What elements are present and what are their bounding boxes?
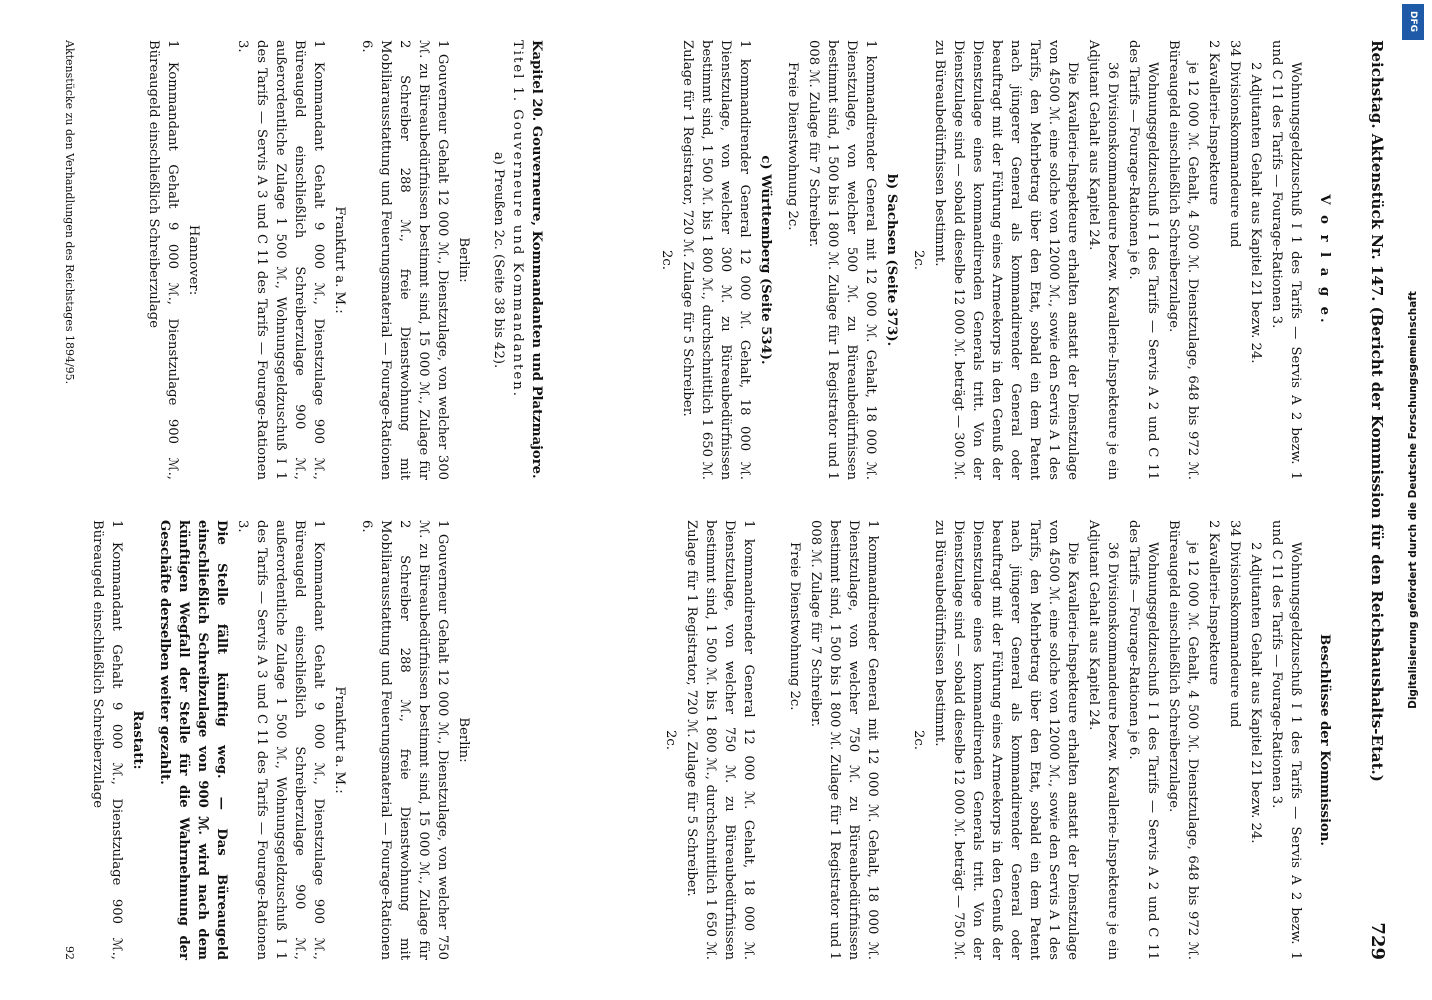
paragraph: 2 Adjutanten Gehalt aus Kapitel 21 bezw. 24. bbox=[1248, 542, 1263, 844]
paragraph: 2 Kavallerie-Inspekteure bbox=[1206, 520, 1221, 686]
paragraph: Wohnungsgeldzuschuß I 1 des Tarifs — Servis A 2 bezw. 1 und C 11 des Tarifs — Fourage-Rationen 3. bbox=[1269, 520, 1303, 960]
section-heading-wuerttemberg: c) Württemberg (Seite 534). bbox=[758, 155, 773, 365]
paragraph-frankfurt-note: Die Stelle fällt künftig weg. — Das Büreaugeld einschließlich Schreibzulage von 900 ℳ. wird nach dem künftigen Wegfall der Stelle für die Wahrnehmung der Geschäfte derselben weiter gezahlt. bbox=[157, 520, 229, 960]
paragraph: Wohnungsgeldzuschuß I 1 des Tarifs — Servis A 2 und C 11 des Tarifs — Fourage-Rationen je 6. bbox=[1126, 520, 1160, 960]
paragraph-residence: Freie Dienstwohnung 2c. bbox=[785, 62, 800, 231]
footer-source: Aktenstücke zu den Verhandlungen des Reichstages 1894/95. bbox=[63, 40, 76, 385]
paragraph: Wohnungsgeldzuschuß I 1 des Tarifs — Servis A 2 und C 11 des Tarifs — Fourage-Rationen je 6. bbox=[1126, 40, 1160, 480]
dfg-logo: DFG bbox=[1402, 4, 1424, 40]
city-heading-hannover: Hannover: bbox=[186, 224, 201, 296]
paragraph-rastatt: 1 Kommandant Gehalt 9 000 ℳ., Dienstzulage 900 ℳ., Büreaugeld einschließlich Schreiberzulage bbox=[90, 520, 124, 960]
digitization-strip bbox=[1396, 0, 1430, 1000]
paragraph-frankfurt: 1 Kommandant Gehalt 9 000 ℳ., Dienstzulage 900 ℳ., Büreaugeld einschließlich Schreiberzulage 900 ℳ., außerordentliche Zulage 1 500 ℳ., Wohnungsgeldzuschuß I 1 des Tarifs — Servis A 3 und C 11 des Tarifs — Fourage-Rationen 3. bbox=[235, 40, 326, 480]
paragraph: 2 Kavallerie-Inspekteure bbox=[1206, 40, 1221, 206]
etc-mark: 2c. bbox=[911, 730, 926, 750]
chapter-subtitle: Titel 1. Gouverneure und Kommandanten. bbox=[510, 40, 525, 398]
document-page bbox=[16, 0, 1416, 1000]
city-heading-frankfurt: Frankfurt a. M.: bbox=[332, 686, 347, 794]
paragraph: Wohnungsgeldzuschuß I 1 des Tarifs — Servis A 2 bezw. 1 und C 11 des Tarifs — Fourage-Rationen 3. bbox=[1269, 40, 1303, 480]
paragraph-berlin: 1 Gouverneur Gehalt 12 000 ℳ., Dienstzulage, von welcher 300 ℳ. zu Büreaubedürfnissen bestimmt sind, 15 000 ℳ., Zulage für 2 Schreiber 288 ℳ., freie Dienstwohnung mit Mobiliarausstattung und Feuerungsmaterial — Fourage-Rationen 6. bbox=[359, 40, 450, 480]
section-heading-prussia: a) Preußen 2c. (Seite 38 bis 42). bbox=[491, 151, 506, 369]
column-beschluesse bbox=[653, 520, 1340, 960]
city-heading-berlin: Berlin: bbox=[456, 237, 471, 283]
city-heading-berlin: Berlin: bbox=[456, 717, 471, 763]
etc-mark: 2c. bbox=[659, 250, 674, 270]
footer-signature-number: 92 bbox=[63, 946, 76, 960]
city-heading-frankfurt: Frankfurt a. M.: bbox=[332, 206, 347, 314]
paragraph: 2 Adjutanten Gehalt aus Kapitel 21 bezw. 24. bbox=[1248, 62, 1263, 364]
paragraph: 34 Divisionskommandeure und bbox=[1227, 40, 1242, 248]
paragraph-berlin: 1 Gouverneur Gehalt 12 000 ℳ., Dienstzulage, von welcher 750 ℳ. zu Büreaubedürfnissen bestimmt sind, 15 000 ℳ., Zulage für 2 Schreiber 288 ℳ., freie Dienstwohnung mit Mobiliarausstattung und Feuerungsmaterial — Fourage-Rationen 6. bbox=[359, 520, 450, 960]
paragraph: Die Kavallerie-Inspekteure erhalten anstatt der Dienstzulage von 4500 ℳ. eine solche von 12000 ℳ., sowie den Servis A 1 des Tarifs, den Mehrbetrag über den Etat, sobald ein dem Patent nach jüngerer General als kommandirender General oder beauftragt mit der Führung eines Armeekorps in den Genuß der Dienstzulage eines kommandirenden Generals tritt. Von der Dienstzulage sind — sobald dieselbe 12 000 ℳ. beträgt — 300 ℳ. zu Büreaubedürfnissen bestimmt. bbox=[932, 40, 1080, 480]
chapter-title: Kapitel 20. Gouverneure, Kommandanten und Platzmajore. bbox=[529, 40, 544, 479]
paragraph: je 12 000 ℳ. Gehalt, 4 500 ℳ. Dienstzulage, 648 bis 972 ℳ. Büreaugeld einschließlich Schreiberzulage. bbox=[1166, 520, 1200, 960]
paragraph-wuerttemberg: 1 kommandirender General 12 000 ℳ. Gehalt, 18 000 ℳ. Dienstzulage, von welcher 750 ℳ. zu Büreaubedürfnissen bestimmt sind, 1 500 ℳ. bis 1 800 ℳ., durchschnittlich 1 650 ℳ. Zulage für 1 Registrator, 720 ℳ. Zulage für 5 Schreiber. bbox=[684, 520, 756, 960]
paragraph: je 12 000 ℳ. Gehalt, 4 500 ℳ. Dienstzulage, 648 bis 972 ℳ. Büreaugeld einschließlich Schreiberzulage. bbox=[1166, 40, 1200, 480]
section-heading-saxony: b) Sachsen (Seite 373). bbox=[884, 173, 899, 347]
page-header bbox=[1354, 40, 1388, 960]
paragraph: 36 Divisionskommandeure bezw. Kavallerie-Inspekteure je ein Adjutant Gehalt aus Kapitel 24. bbox=[1086, 40, 1120, 480]
etc-mark: 2c. bbox=[663, 730, 678, 750]
paragraph-hannover: 1 Kommandant Gehalt 9 000 ℳ., Dienstzulage 900 ℳ., Büreaugeld einschließlich Schreiberzulage bbox=[146, 40, 180, 480]
digitization-credit: Digitalisierung gefördert durch die Deutsche Forschungsgemeinschaft bbox=[1407, 291, 1419, 709]
paragraph-frankfurt: 1 Kommandant Gehalt 9 000 ℳ., Dienstzulage 900 ℳ., Büreaugeld einschließlich Schreiberzulage 900 ℳ., außerordentliche Zulage 1 500 ℳ., Wohnungsgeldzuschuß I 1 des Tarifs — Servis A 3 und C 11 des Tarifs — Fourage-Rationen 3. bbox=[235, 520, 326, 960]
city-heading-rastatt: Rastatt: bbox=[130, 710, 145, 770]
column-heading-beschluesse: Beschlüsse der Kommission. bbox=[1317, 634, 1332, 846]
column-beschluesse-lower bbox=[86, 520, 481, 960]
paragraph: 34 Divisionskommandeure und bbox=[1227, 520, 1242, 728]
paragraph-saxony: 1 kommandirender General mit 12 000 ℳ. Gehalt, 18 000 ℳ. Dienstzulage, von welcher 750 ℳ. zu Büreaubedürfnissen bestimmt sind, 1 500 bis 1 800 ℳ. Zulage für 1 Registrator und 1 008 ℳ. Zulage für 7 Schreiber. bbox=[808, 520, 880, 960]
page-title: Reichstag. Aktenstück Nr. 147. (Bericht der Kommission für den Reichshaushalts-Etat.) bbox=[1368, 40, 1386, 782]
paragraph-wuerttemberg: 1 kommandirender General 12 000 ℳ. Gehalt, 18 000 ℳ. Dienstzulage, von welcher 300 ℳ. zu Büreaubedürfnissen bestimmt sind, 1 500 ℳ. bis 1 800 ℳ., durchschnittlich 1 650 ℳ. Zulage für 1 Registrator, 720 ℳ. Zulage für 5 Schreiber. bbox=[680, 40, 752, 480]
paragraph: Die Kavallerie-Inspekteure erhalten anstatt der Dienstzulage von 4500 ℳ. eine solche von 12000 ℳ., sowie den Servis A 1 des Tarifs, den Mehrbetrag über den Etat, sobald ein dem Patent nach jüngerer General als kommandirender General oder beauftragt mit der Führung eines Armeekorps in den Genuß der Dienstzulage eines kommandirenden Generals tritt. Von der Dienstzulage sind — sobald dieselbe 12 000 ℳ. beträgt — 750 ℳ. zu Büreaubedürfnissen bestimmt. bbox=[932, 520, 1080, 960]
column-vorlage bbox=[649, 40, 1340, 480]
etc-mark: 2c. bbox=[911, 250, 926, 270]
column-vorlage-lower bbox=[142, 40, 481, 480]
paragraph-saxony: 1 kommandirender General mit 12 000 ℳ. Gehalt, 18 000 ℳ. Dienstzulage, von welcher 500 ℳ. zu Büreaubedürfnissen bestimmt sind, 1 500 bis 1 800 ℳ. Zulage für 1 Registrator und 1 008 ℳ. Zulage für 7 Schreiber. bbox=[806, 40, 878, 480]
chapter-block bbox=[489, 40, 546, 960]
paragraph: 36 Divisionskommandeure bezw. Kavallerie-Inspekteure je ein Adjutant Gehalt aus Kapitel 24. bbox=[1086, 520, 1120, 960]
paragraph-residence: Freie Dienstwohnung 2c. bbox=[787, 542, 802, 711]
page-number: 729 bbox=[1367, 922, 1388, 960]
page-footer bbox=[63, 40, 76, 960]
column-heading-vorlage: V o r l a g e. bbox=[1317, 194, 1332, 326]
